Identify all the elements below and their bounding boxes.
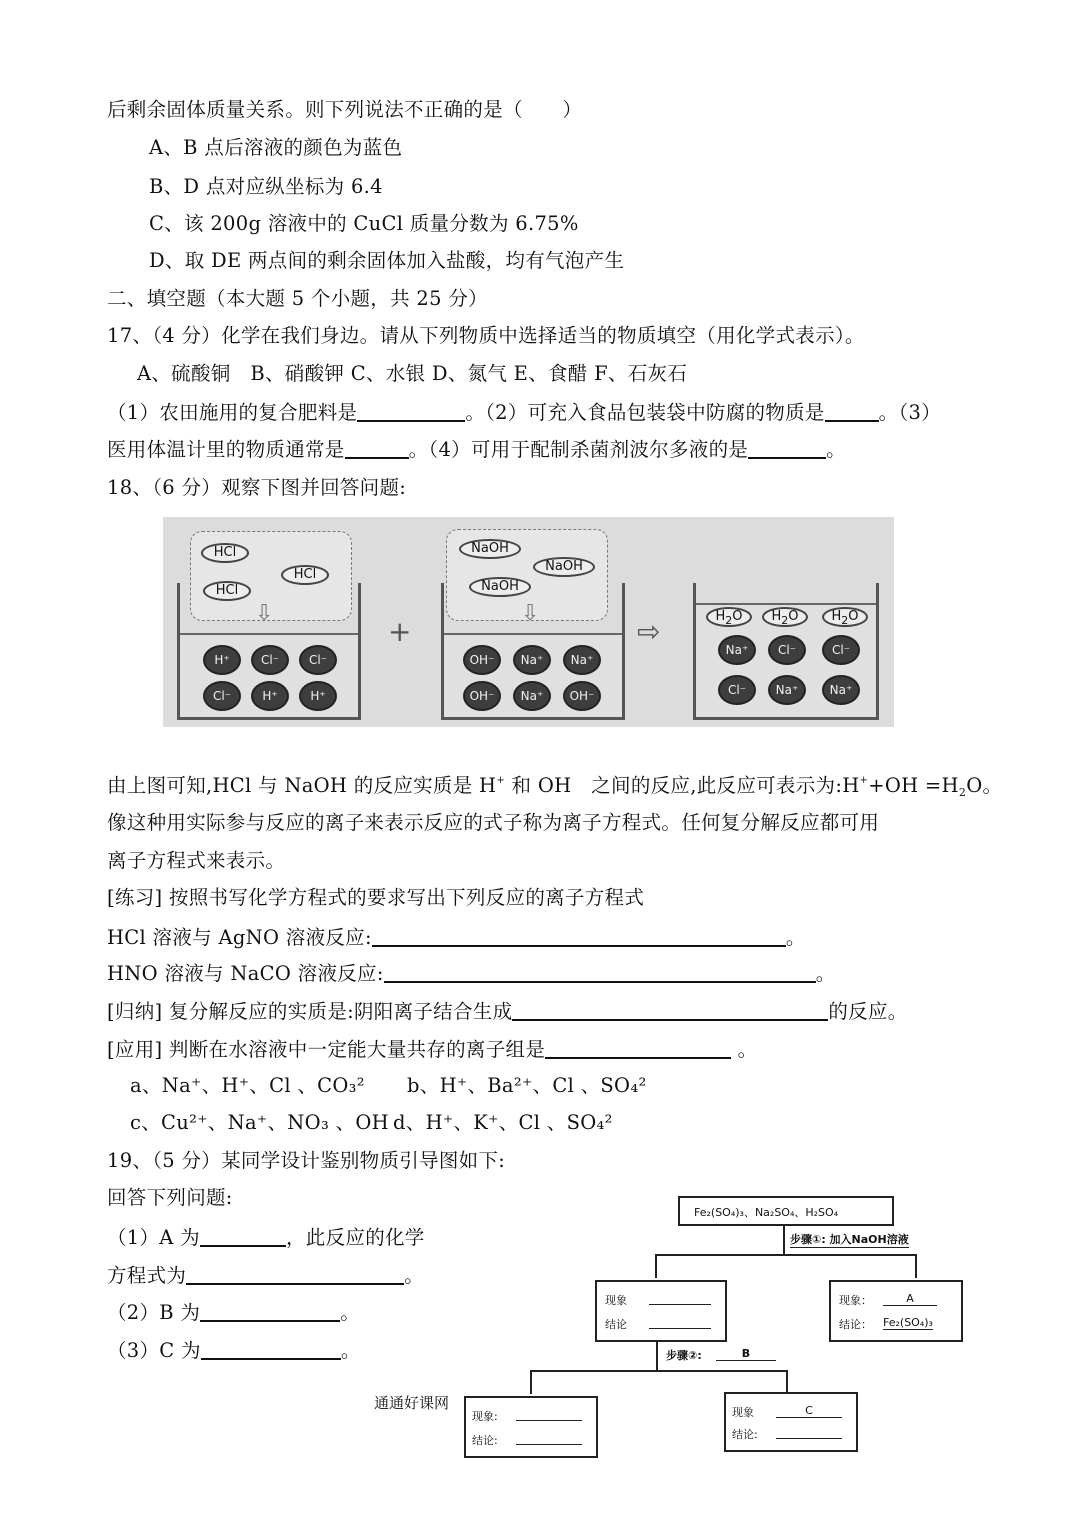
beaker-liquid [444, 633, 622, 717]
beaker-liquid [696, 603, 876, 717]
flow-connector [656, 1340, 658, 1370]
right-arrow-icon: ⇨ [637, 615, 661, 648]
period: 。 [340, 1339, 361, 1362]
ion: Na⁺ [768, 675, 806, 705]
flow-connector [786, 1370, 788, 1394]
q19-a1-tail: ，此反应的化学 [286, 1226, 425, 1249]
q17-choices: A、硫酸铜 B、硝酸钾 C、水银 D、氮气 E、食醋 F、石灰石 [137, 362, 688, 385]
flow-box-right [829, 1280, 963, 1342]
period: 。 [340, 1301, 361, 1324]
flow-blank [649, 1316, 711, 1329]
q19-blank-b[interactable] [200, 1300, 340, 1322]
q18-l1c: +OH =H [868, 774, 959, 797]
q18-l1b: 和 OH 之间的反应,此反应可表示为:H [505, 774, 860, 797]
q17-part1: （1）农田施用的复合肥料是 [107, 401, 358, 424]
q17-line2 [107, 437, 846, 462]
flow-connector [655, 1254, 657, 1278]
beaker-hcl [177, 583, 361, 720]
h2o-sub: 2 [841, 614, 849, 627]
h2o-o: O [848, 609, 859, 624]
period: 。 [785, 926, 806, 949]
flow-connector [915, 1254, 917, 1278]
sup-plus: + [859, 775, 869, 786]
section-heading: 二、填空题（本大题 5 个小题，共 25 分） [107, 287, 488, 310]
q18-l5: HCl 溶液与 AgNO 溶液反应: [107, 926, 372, 949]
flow-conc: 结论: [732, 1428, 758, 1441]
naoh-molecule: NaOH [459, 539, 521, 559]
down-arrow-icon: ⇩ [521, 601, 540, 626]
h2o-h: H [831, 609, 842, 624]
flow-phen: 现象 [605, 1294, 627, 1307]
down-arrow-icon: ⇩ [255, 601, 274, 626]
flow-connector [530, 1370, 532, 1394]
q18-summary [107, 999, 908, 1024]
q19-blank-a[interactable] [200, 1225, 286, 1247]
q19-c [107, 1338, 361, 1363]
flow-connector [783, 1224, 785, 1254]
q18-practice-1 [107, 925, 806, 950]
ion: Cl⁻ [251, 645, 289, 675]
hcl-molecule: HCl [281, 565, 329, 585]
q17-part5: 。（4）可用于配制杀菌剂波尔多液的是 [408, 438, 749, 461]
q18-text-line3: 离子方程式来表示。 [107, 849, 286, 872]
q18-l7a: [归纳] 复分解反应的实质是:阴阳离子结合生成 [107, 1000, 513, 1023]
beaker-naoh [441, 583, 625, 720]
h2o-h: H [715, 609, 726, 624]
q18-blank3[interactable] [512, 999, 828, 1021]
q17-blank4[interactable] [748, 437, 826, 459]
flow-connector [655, 1254, 917, 1256]
h2o-o: O [732, 609, 743, 624]
q19-a1 [107, 1225, 425, 1250]
beaker-liquid [180, 633, 358, 717]
flow-step1: 步骤①: 加入NaOH溶液 [790, 1233, 909, 1246]
footer-watermark: 通通好课网 [374, 1394, 450, 1412]
h2o-sub: 2 [725, 614, 733, 627]
q17-blank3[interactable] [345, 437, 409, 459]
q19-b-label: （2）B 为 [107, 1301, 201, 1324]
period: 。 [404, 1264, 425, 1287]
beaker-product [693, 583, 879, 720]
flow-B: B [716, 1347, 776, 1361]
hcl-molecule: HCl [201, 543, 249, 563]
ion: OH⁻ [463, 681, 501, 711]
q18-option-d: d、H⁺、K⁺、Cl 、SO₄² [393, 1111, 613, 1134]
q18-l6: HNO 溶液与 NaCO 溶液反应: [107, 962, 384, 985]
flow-step2: 步骤②: [666, 1349, 702, 1362]
ion-reaction-figure [163, 517, 894, 727]
ion: Na⁺ [513, 681, 551, 711]
q19-stem: 19、（5 分）某同学设计鉴别物质引导图如下: [107, 1149, 506, 1172]
q17-line1 [107, 400, 941, 425]
q19-blank-c[interactable] [201, 1338, 341, 1360]
q18-l1d: O。 [966, 774, 1003, 797]
q18-practice: [练习] 按照书写化学方程式的要求写出下列反应的离子方程式 [107, 886, 645, 909]
q19-blank-eq[interactable] [186, 1263, 404, 1285]
q18-option-c: c、Cu²⁺、Na⁺、NO₃ 、OH [130, 1111, 389, 1134]
q19-b [107, 1300, 360, 1325]
naoh-molecule: NaOH [469, 577, 531, 597]
q18-text-line2: 像这种用实际参与反应的离子来表示反应的式子称为离子方程式。任何复分解反应都可用 [107, 811, 880, 834]
flow-connector [530, 1370, 788, 1372]
flow-conc: 结论： [839, 1318, 872, 1331]
ion: OH⁻ [463, 645, 501, 675]
ion: Cl⁻ [203, 681, 241, 711]
flow-A: A [883, 1292, 937, 1306]
flow-conc: 结论: [472, 1434, 498, 1447]
q19-a1-label: （1）A 为 [107, 1226, 200, 1249]
q18-l1a: 由上图可知,HCl 与 NaOH 的反应实质是 H [107, 774, 497, 797]
sub-2: 2 [958, 786, 967, 799]
hcl-molecule: HCl [203, 581, 251, 601]
q17-blank1[interactable] [357, 400, 465, 422]
water-molecule [762, 607, 808, 627]
q18-option-a: a、Na⁺、H⁺、Cl 、CO₃² [130, 1074, 365, 1097]
q18-l8: [应用] 判断在水溶液中一定能大量共存的离子组是 [107, 1038, 546, 1061]
ion: Cl⁻ [822, 635, 860, 665]
naoh-molecule: NaOH [533, 557, 595, 577]
q18-option-b: b、H⁺、Ba²⁺、Cl 、SO₄² [407, 1074, 647, 1097]
identification-flowchart [460, 1188, 1020, 1463]
q16-stem: 后剩余固体质量关系。则下列说法不正确的是（ ） [107, 98, 583, 121]
flow-start-box [678, 1196, 894, 1226]
q18-l7b: 的反应。 [828, 1000, 908, 1023]
ion: H⁺ [299, 681, 337, 711]
q19-ask: 回答下列问题: [107, 1186, 233, 1209]
q16-option-c: C、该 200g 溶液中的 CuCl 质量分数为 6.75% [149, 212, 579, 235]
period: 。 [815, 962, 836, 985]
ion: Na⁺ [822, 675, 860, 705]
ion: Na⁺ [563, 645, 601, 675]
ion: OH⁻ [563, 681, 601, 711]
water-molecule [706, 607, 752, 627]
q17-part4: 医用体温计里的物质通常是 [107, 438, 345, 461]
flow-box-left [595, 1280, 727, 1342]
flow-blank [649, 1292, 711, 1305]
ion: Cl⁻ [718, 675, 756, 705]
q19-c-label: （3）C 为 [107, 1339, 201, 1362]
h2o-h: H [771, 609, 782, 624]
q19-a2 [107, 1263, 424, 1288]
ion: Na⁺ [513, 645, 551, 675]
flow-Fe: Fe₂(SO₄)₃ [883, 1316, 933, 1329]
flow-start-text: Fe₂(SO₄)₃、Na₂SO₄、H₂SO₄ [694, 1206, 839, 1219]
q17-part3: 。（3） [878, 401, 942, 424]
flow-conc: 结论 [605, 1318, 627, 1331]
q19-a2-label: 方程式为 [107, 1264, 187, 1287]
ion: Na⁺ [718, 635, 756, 665]
ion: Cl⁻ [299, 645, 337, 675]
q18-blank1[interactable] [372, 925, 786, 947]
q18-blank2[interactable] [384, 961, 816, 983]
flow-blank [516, 1408, 582, 1421]
q17-stem: 17、（4 分）化学在我们身边。请从下列物质中选择适当的物质填空（用化学式表示）。 [107, 324, 865, 347]
ion: H⁺ [251, 681, 289, 711]
h2o-sub: 2 [781, 614, 789, 627]
q16-option-a: A、B 点后溶液的颜色为蓝色 [149, 136, 403, 159]
flow-phen: 现象： [839, 1294, 872, 1307]
flow-C: C [776, 1404, 842, 1418]
q17-part6: 。 [826, 438, 846, 461]
q16-option-b: B、D 点对应纵坐标为 6.4 [149, 175, 383, 198]
q16-option-d: D、取 DE 两点间的剩余固体加入盐酸，均有气泡产生 [149, 249, 625, 272]
q17-part2: 。（2）可充入食品包装袋中防腐的物质是 [465, 401, 825, 424]
plus-sign: + [388, 615, 412, 648]
q18-l8b: 。 [731, 1038, 758, 1061]
q17-blank2[interactable] [825, 400, 879, 422]
q18-application [107, 1037, 757, 1062]
ion: Cl⁻ [768, 635, 806, 665]
flow-blank [516, 1432, 582, 1445]
q18-blank4[interactable] [545, 1037, 731, 1059]
sup-plus: + [496, 775, 506, 786]
ion: H⁺ [203, 645, 241, 675]
q18-text-line1 [107, 774, 1002, 798]
flow-box-bottom-right [724, 1392, 858, 1452]
flow-box-bottom-left [464, 1396, 598, 1458]
flow-blank [776, 1426, 842, 1439]
flow-phen: 现象 [732, 1406, 754, 1419]
flow-phen: 现象: [472, 1410, 498, 1423]
q18-practice-2 [107, 961, 836, 986]
water-molecule [822, 607, 868, 627]
q18-stem: 18、（6 分）观察下图并回答问题: [107, 476, 407, 499]
h2o-o: O [788, 609, 799, 624]
